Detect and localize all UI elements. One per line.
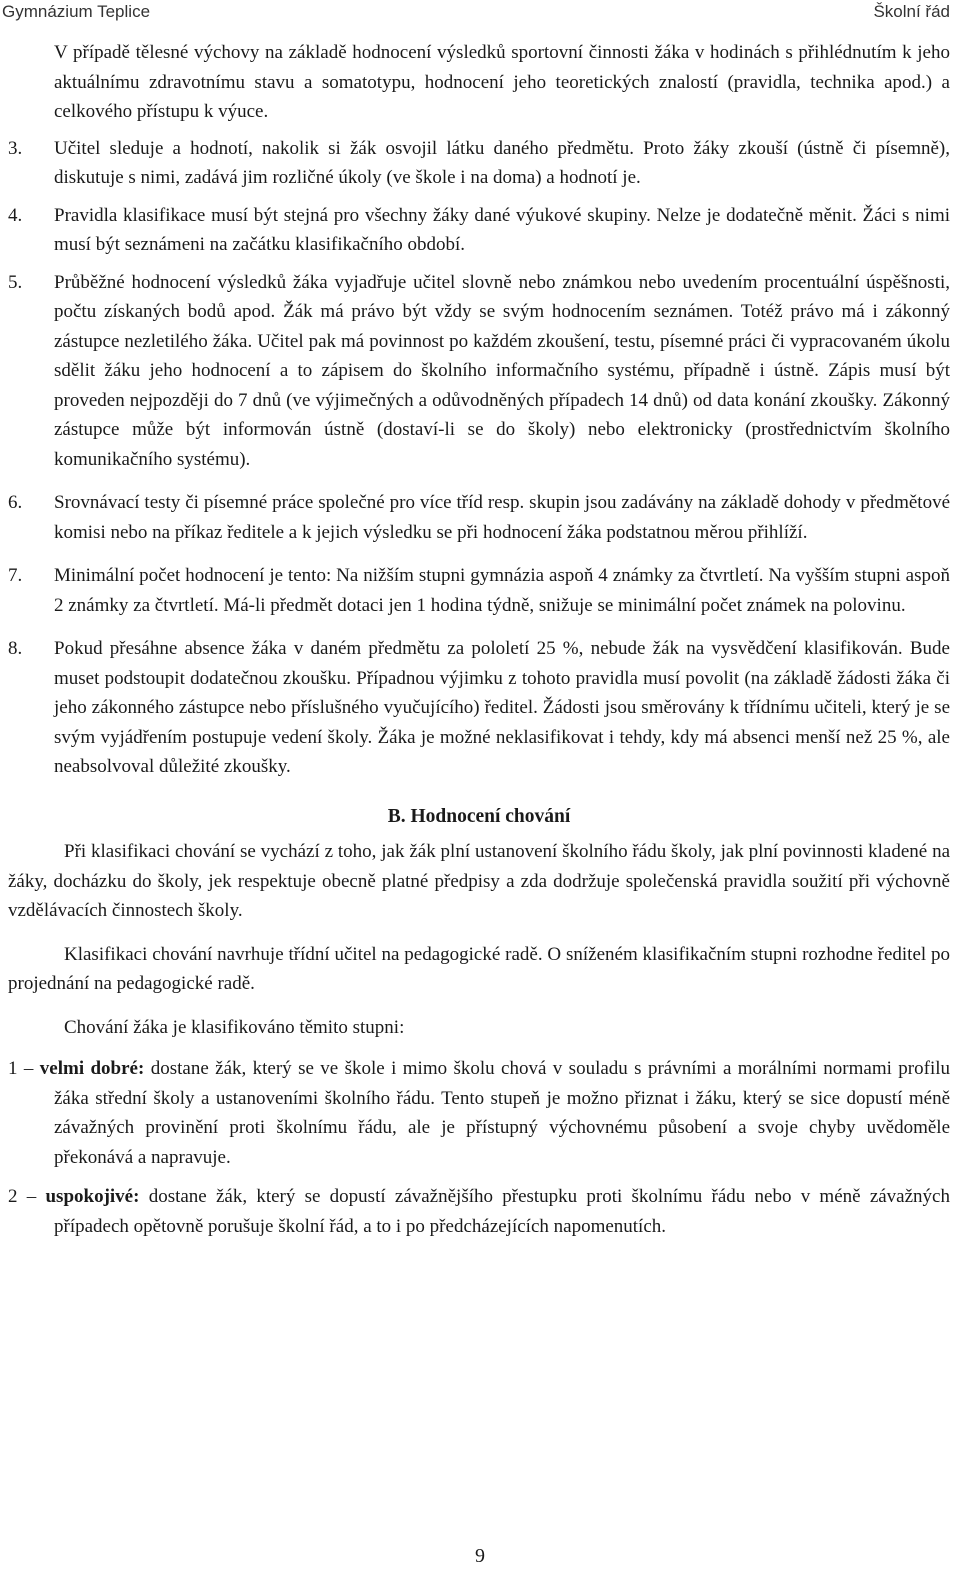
list-item bbox=[8, 268, 950, 475]
item-text: Pokud přesáhne absence žáka v daném předmětu za pololetí 25 %, nebude žák na vysvědčení klasifikován. Bude muset podstoupit dodatečnou zkoušku. Případnou výjimku z tohoto pravidla musí povolit (na základě žádosti žáka či jeho zákonného zástupce nebo příslušného vyučujícího) ředitel. Žádosti jsou směrovány k třídnímu učiteli, který je se svým vyjádřením postupuje vedení školy. Žáka je možné neklasifikovat i tehdy, kdy má absenci menší než 25 %, ale neabsolvoval důležité zkoušky. bbox=[54, 638, 950, 777]
item-number: 7. bbox=[8, 565, 23, 586]
body-paragraph: Při klasifikaci chování se vychází z toho, jak žák plní ustanovení školního řádu školy, jak plní povinnosti kladené na žáky, docházku do školy, jek respektuje obecně platné předpisy a zda dodržuje společenská pravidla soužití při výchovně vzdělávacích činnostech školy. bbox=[8, 841, 950, 921]
document-body bbox=[8, 38, 950, 1251]
grade-text: dostane žák, který se dopustí závažnějšího přestupku proti školnímu řádu nebo v méně závažných případech opětovně porušuje školní řád, a to i po předcházejících napomenutích. bbox=[54, 1186, 950, 1237]
list-item bbox=[8, 134, 950, 193]
body-paragraph: Chování žáka je klasifikováno těmito stupni: bbox=[64, 1016, 405, 1038]
list-item bbox=[8, 561, 950, 620]
item-text: Srovnávací testy či písemné práce společné pro více tříd resp. skupin jsou zadávány na základě dohody v předmětové komisi nebo na příkaz ředitele a k jejich výsledku se při hodnocení žáka podstatnou měrou přihlíží. bbox=[54, 492, 950, 543]
item-number: 4. bbox=[8, 204, 23, 226]
intro-paragraph: V případě tělesné výchovy na základě hodnocení výsledků sportovní činnosti žáka v hodinách s přihlédnutím k jeho aktuálnímu zdravotnímu stavu a somatotypu, hodnocení jeho teoretických znalostí (pravidla, technika apod.) a celkového přístupu k výuce. bbox=[54, 42, 950, 122]
page-number: 9 bbox=[475, 1545, 485, 1567]
item-text: Učitel sleduje a hodnotí, nakolik si žák osvojil látku daného předmětu. Proto žáky zkouší (ústně či písemně), diskutuje s nimi, zadává jim rozličné úkoly (ve škole i na doma) a hodnotí je. bbox=[54, 137, 950, 188]
document-title: Školní řád bbox=[873, 2, 950, 21]
body-paragraph: Klasifikaci chování navrhuje třídní učitel na pedagogické radě. O sníženém klasifikačním stupni rozhodne ředitel po projednání na pedagogické radě. bbox=[8, 943, 950, 994]
grade-label: velmi dobré: bbox=[39, 1058, 145, 1079]
item-number: 6. bbox=[8, 492, 23, 513]
grade-number: 1 – bbox=[8, 1058, 40, 1079]
item-text: Průběžné hodnocení výsledků žáka vyjadřuje učitel slovně nebo známkou nebo uvedením procentuální úspěšnosti, počtu získaných bodů apod. Žák má právo být vždy se svým hodnocením seznámen. Totéž právo má i zákonný zástupce nezletilého žáka. Učitel pak má povinnost po každém zkoušení, testu, písemné práci či vypracovaném úkolu sdělit žáku jeho hodnocení a to zápisem do školního informačního systému, případně i ústně. Zápis musí být proveden nejpozději do 7 dnů (ve výjimečných a odůvodněných případech 14 dnů) od data konání zkoušky. Zákonný zástupce může být informován ústně (dostaví-li se do školy) nebo elektronicky (prostřednictvím školního komunikačního systému). bbox=[54, 271, 950, 470]
list-item bbox=[8, 201, 950, 260]
page-header bbox=[0, 0, 960, 26]
item-text: Pravidla klasifikace musí být stejná pro všechny žáky dané výukové skupiny. Nelze je dodatečně měnit. Žáci s nimi musí být seznámeni na začátku klasifikačního období. bbox=[54, 204, 950, 255]
school-name: Gymnázium Teplice bbox=[2, 2, 151, 21]
list-item bbox=[8, 634, 950, 782]
grade-item bbox=[8, 1182, 950, 1241]
grade-label: uspokojivé: bbox=[45, 1186, 140, 1207]
item-number: 5. bbox=[8, 271, 23, 293]
item-text: Minimální počet hodnocení je tento: Na nižším stupni gymnázia aspoň 4 známky za čtvrtletí. Na vyšším stupni aspoň 2 známky za čtvrtletí. Má-li předmět dotaci jen 1 hodina týdně, snižuje se minimální počet známek na polovinu. bbox=[54, 565, 950, 616]
grade-item bbox=[8, 1054, 950, 1172]
item-number: 8. bbox=[8, 638, 23, 659]
section-heading: B. Hodnocení chování bbox=[387, 805, 571, 827]
item-number: 3. bbox=[8, 137, 23, 159]
grade-text: dostane žák, který se ve škole i mimo školu chová v souladu s právními a morálními normami profilu žáka střední školy a ustanoveními školního řádu. Tento stupeň je možno přiznat i žáku, který se sice dopustí méně závažných provinění proti školnímu řádu, ale je přístupný výchovnému působení a svoje chyby uvědoměle překonává a napravuje. bbox=[54, 1058, 950, 1168]
grade-number: 2 – bbox=[8, 1186, 46, 1207]
list-item bbox=[8, 488, 950, 547]
